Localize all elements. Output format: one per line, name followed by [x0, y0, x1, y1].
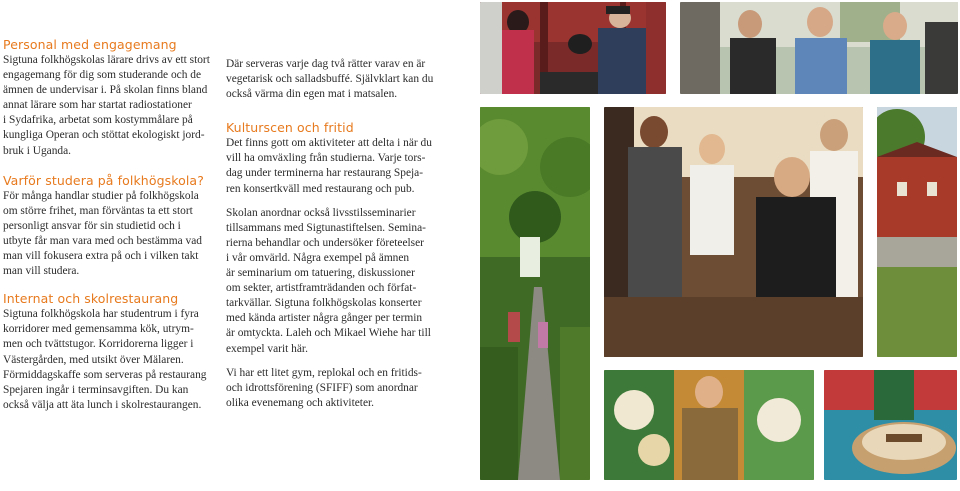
text-line: utbyte får man vara med och bestämma vad	[3, 234, 202, 247]
section-varfor	[3, 173, 215, 280]
paragraph-seminarier	[226, 206, 446, 357]
heading-internat: Internat och skolrestaurang	[3, 291, 179, 307]
text-line: Skolan anordnar också livsstilsseminarier	[226, 206, 416, 219]
text-line: Sigtuna folkhögskolas lärare drivs av ett stort	[3, 54, 210, 66]
painting-image	[604, 370, 814, 480]
text-line: tarkvällar. Sigtuna folkhögskolas konserter	[226, 297, 422, 310]
text-line: exempel varit här.	[226, 342, 308, 355]
heading-varfor: Varför studera på folkhögskola?	[3, 172, 204, 188]
photo-interior	[604, 107, 863, 357]
text-line: bruk i Uganda.	[3, 144, 72, 157]
text-line: men och tvättstugor. Korridorerna ligger i	[3, 338, 194, 351]
photo-house	[877, 107, 957, 357]
text-column-left	[3, 37, 215, 423]
text-line: vegetarisk och salladsbuffé. Självklart kan du	[226, 73, 434, 86]
interior-image	[604, 107, 863, 357]
text-line: man vill fokusera extra på och i vilken takt	[3, 250, 199, 263]
text-line: i Sydafrika, arbetat som kostymmålare på	[3, 114, 193, 127]
barbecue-image	[480, 2, 666, 94]
text-line: olika evenemang och aktiviteter.	[226, 396, 375, 409]
bowl-image	[824, 370, 957, 480]
text-line: Det finns gott om aktiviteter att delta i när du	[226, 137, 432, 150]
text-line: också värma din egen mat i matsalen.	[226, 88, 398, 101]
text-line: Förmiddagskaffe som serveras på restaurang	[3, 368, 207, 381]
text-line: ämnen de undervisar i. På skolan finns bland	[3, 84, 208, 97]
text-line: För många handlar studier på folkhögskola	[3, 189, 199, 202]
text-line: tillsammans med Sigtunastiftelsen. Semina-	[226, 221, 426, 234]
heading-personal: Personal med engagemang	[3, 37, 177, 52]
text-line: är omtyckta. Laleh och Mikael Wiehe har till	[226, 327, 431, 340]
students-image	[680, 2, 958, 94]
text-column-middle	[226, 57, 446, 411]
section-internat	[3, 291, 215, 413]
text-line: Där serveras varje dag två rätter varav en är	[226, 58, 426, 70]
paragraph-intro	[226, 57, 446, 102]
paragraph-gym	[226, 366, 446, 411]
text-line: engagemang för dig som studerande och de	[3, 69, 202, 82]
path-image	[480, 107, 590, 480]
heading-kulturscen: Kulturscen och fritid	[226, 120, 354, 136]
house-image	[877, 107, 957, 357]
paragraph-varfor	[3, 189, 215, 280]
section-personal	[3, 37, 215, 159]
text-line: annat lärare som har startat radiostationer	[3, 99, 192, 112]
text-line: och idrottsförening (SFIFF) som anordnar	[226, 381, 418, 394]
text-line: med kända artister några gånger per termin	[226, 312, 423, 325]
text-line: vill ha omväxling från studierna. Varje tors-	[226, 152, 426, 165]
text-line: Spejaren ingår i terminsavgiften. Du kan	[3, 383, 189, 396]
paragraph-internat	[3, 307, 215, 413]
text-line: korridorer med gemensamma kök, utrym-	[3, 323, 194, 336]
text-line: kungliga Operan och stöttat ekologiskt jord-	[3, 129, 205, 142]
text-line: Sigtuna folkhögskola har studentrum i fyra	[3, 308, 199, 321]
text-line: också välja att äta lunch i skolrestaurangen.	[3, 398, 202, 411]
text-line: Västergården, med utsikt över Mälaren.	[3, 353, 184, 366]
photo-path	[480, 107, 590, 480]
text-line: i vår omvärld. Några exempel på ämnen	[226, 251, 410, 264]
photo-barbecue	[480, 2, 666, 94]
text-line: ren konsertkväll med restaurang och pub.	[226, 182, 415, 195]
paragraph-personal	[3, 53, 215, 159]
text-line: rierna behandlar och undersöker företeelser	[226, 236, 424, 249]
paragraph-aktiviteter	[226, 136, 446, 196]
text-line: är seminarium om tatuering, diskussioner	[226, 267, 415, 280]
photo-students	[680, 2, 958, 94]
text-line: om sekter, artistframträdanden och förfat-	[226, 282, 417, 295]
text-line: man vill studera.	[3, 265, 80, 278]
text-line: dag under terminerna har restaurang Speja-	[226, 167, 424, 180]
text-line: Vi har ett litet gym, replokal och en fritids-	[226, 366, 422, 379]
text-line: om större frihet, man förväntas ta ett stort	[3, 204, 193, 217]
photo-bowl	[824, 370, 957, 480]
text-line: personligt ansvar för sin studietid och i	[3, 219, 181, 232]
photo-painting	[604, 370, 814, 480]
